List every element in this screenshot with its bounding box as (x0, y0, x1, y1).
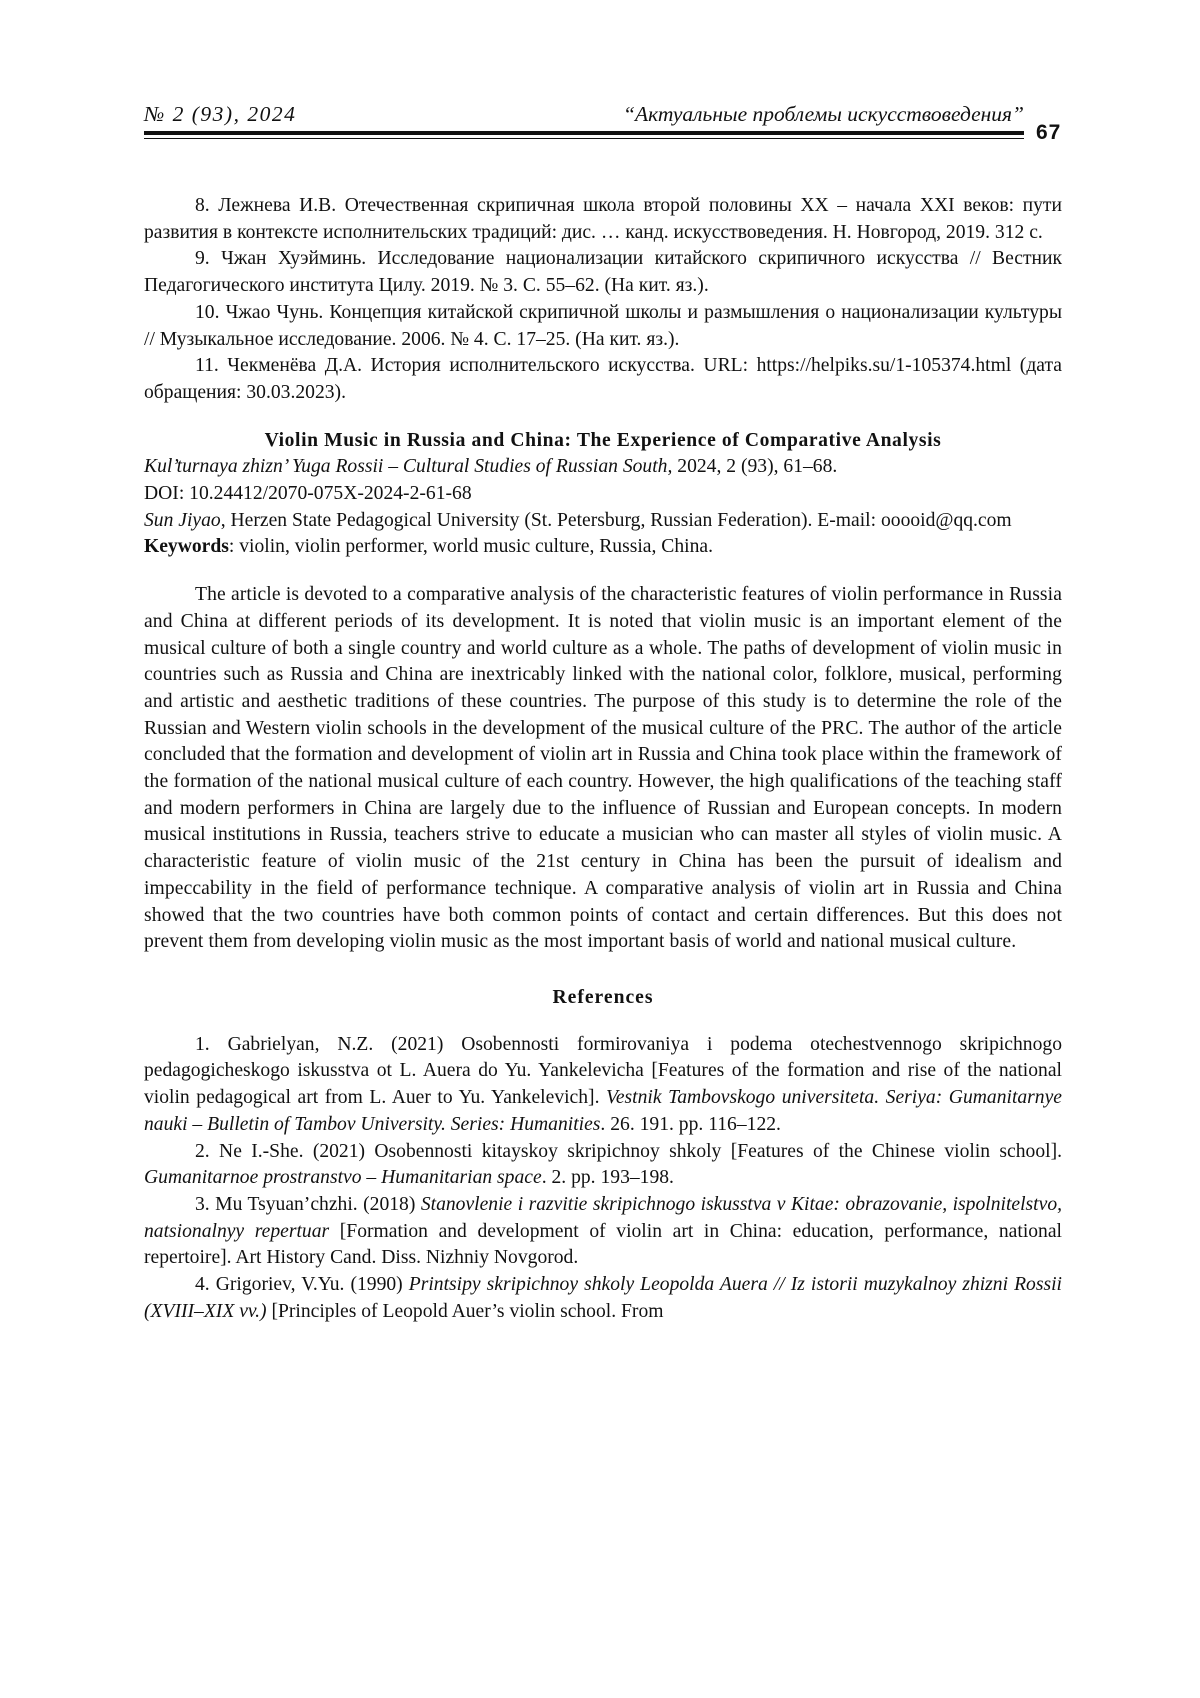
abstract: The article is devoted to a comparative analysis of the characteristic features of violin performance in Russia and China at different periods of its development. It is noted that violin music is an important element of the musical culture of both a single country and world culture as a whole. The paths of development of violin music in countries such as Russia and China are inextricably linked with the national color, folklore, musical, performing and artistic and aesthetic traditions of these countries. The purpose of this study is to determine the role of the Russian and Western violin schools in the development of the musical culture of the PRC. The author of the article concluded that the formation and development of violin art in Russia and China took place within the framework of the formation of the national musical culture of each country. However, the high qualifications of the teaching staff and modern performers in China are largely due to the influence of Russian and European concepts. In modern musical institutions in Russia, teachers strive to educate a musician who can master all styles of violin music. A characteristic feature of violin music of the 21st century in China has been the pursuit of idealism and impeccability in the field of performance technique. A comparative analysis of violin art in Russia and China showed that the two countries have both common points of contact and certain differences. But this does not prevent them from developing violin music as the most important basis of world and national musical culture. (144, 584, 1062, 953)
keywords-label: Keywords (144, 536, 229, 558)
reference-item: 1. Gabrielyan, N.Z. (2021) Osobennosti formirovaniya i podema otechestvennogo skripichnogo pedagogicheskogo iskusstva ot L. Auera do Yu. Yankelevicha [Features of the formation and rise of the national violin pedagogical art from L. Auer to Yu. Yankelevich]. Vestnik Tambovskogo universiteta. Seriya: Gumanitarnye nauki – Bulletin of Tambov University. Series: Humanities. 26. 191. pp. 116–122. (144, 1033, 1062, 1135)
bibliography-entry: 10. Чжао Чунь. Концепция китайской скрипичной школы и размышления о национализации культуры // Музыкальное исследование. 2006. № 4. С. 17–25. (На кит. яз.). (144, 301, 1062, 350)
bibliography-entry: 9. Чжан Хуэйминь. Исследование национализации китайского скрипичного искусства // Вестник Педагогического института Цилу. 2019. № 3. С. 55–62. (На кит. яз.). (144, 248, 1063, 297)
citation-line (144, 454, 1062, 481)
journal-name: Kul’turnaya zhizn’ Yuga Rossii – Cultural Studies of Russian South, (144, 456, 673, 478)
header-rule-thin (144, 138, 1024, 139)
journal-title: “Актуальные проблемы искусствоведения” (623, 102, 1024, 126)
page-body (144, 193, 1062, 1325)
article-title: Violin Music in Russia and China: The Experience of Comparative Analysis (264, 429, 942, 451)
page-number: 67 (1036, 121, 1062, 144)
author-name: Sun Jiyao (144, 509, 221, 531)
reference-item: 4. Grigoriev, V.Yu. (1990) Printsipy skripichnoy shkoly Leopolda Auera // Iz istorii muzykalnoy zhizni Rossii (XVIII–XIX vv.) [Principles of Leopold Auer’s violin school. From (144, 1274, 1062, 1322)
running-header (144, 96, 1024, 146)
doi: DOI: 10.24412/2070-075X-2024-2-61-68 (144, 483, 472, 505)
references-heading: References (552, 986, 654, 1008)
issue-label: № 2 (93), 2024 (144, 102, 297, 126)
reference-item: 2. Ne I.-She. (2021) Osobennosti kitayskoy skripichnoy shkoly [Features of the Chinese violin school]. Gumanitarnoe prostranstvo – Humanitarian space. 2. pp. 193–198. (144, 1140, 1062, 1189)
author-affiliation: , Herzen State Pedagogical University (St. Petersburg, Russian Federation). E-mail: ooooid@qq.com (220, 509, 1012, 531)
keywords: : violin, violin performer, world music culture, Russia, China. (228, 536, 713, 558)
keywords-line (144, 534, 1062, 561)
header-rule-thick (144, 131, 1024, 135)
journal-issue: 2024, 2 (93), 61–68. (672, 456, 838, 478)
bibliography-entry: 11. Чекменёва Д.А. История исполнительского искусства. URL: https://helpiks.su/1-105374.html (дата обращения: 30.03.2023). (144, 355, 1062, 403)
bibliography-entry: 8. Лежнева И.В. Отечественная скрипичная школа второй половины XX – начала XXI веков: пути развития в контексте исполнительских традиций: дис. … канд. искусствоведения. Н. Новгород, 2019. 312 с. (144, 195, 1062, 243)
author-line (144, 508, 1062, 535)
reference-item: 3. Mu Tsyuan’chzhi. (2018) Stanovlenie i razvitie skripichnogo iskusstva v Kitae: obrazovanie, ispolnitelstvo, natsionalnyy repertuar [Formation and development of violin art in China: education, performance, national repertoire]. Art History Cand. Diss. Nizhniy Novgorod. (144, 1193, 1063, 1269)
